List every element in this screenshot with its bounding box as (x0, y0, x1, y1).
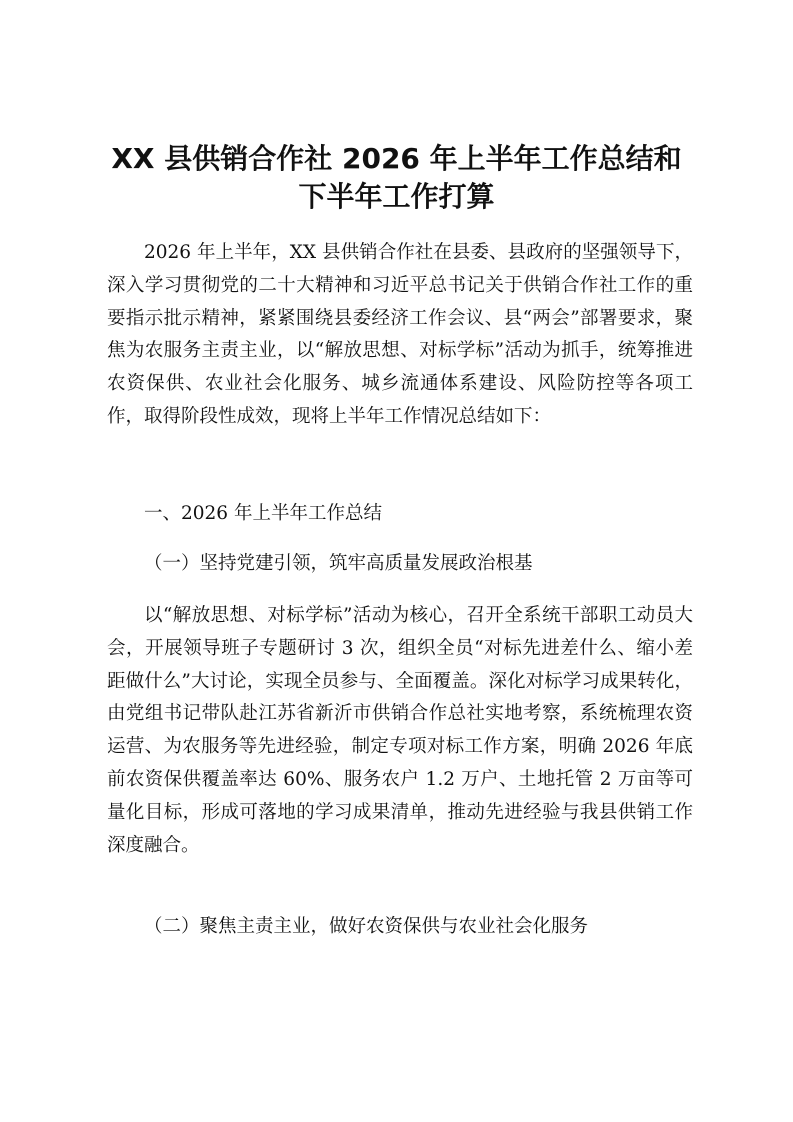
intro-paragraph: 2026 年上半年，XX 县供销合作社在县委、县政府的坚强领导下，深入学习贯彻党的二十大精神和习近平总书记关于供销合作社工作的重要指示批示精神，紧紧围绕县委经济工作会议、县“两会”部署要求，聚焦为农服务主责主业，以“解放思想、对标学标”活动为抓手，统筹推进农资保供、农业社会化服务、城乡流通体系建设、风险防控等各项工作，取得阶段性成效，现将上半年工作情况总结如下： (107, 242, 693, 427)
subsection-heading: （一）坚持党建引领，筑牢高质量发展政治根基 (144, 553, 533, 574)
document-title: XX 县供销合作社 2026 年上半年工作总结和下半年工作打算 (111, 142, 682, 213)
subsection-heading: （二）聚焦主责主业，做好农资保供与农业社会化服务 (144, 916, 589, 937)
section-heading: 一、2026 年上半年工作总结 (144, 503, 382, 524)
subsection-paragraph: 以“解放思想、对标学标”活动为核心，召开全系统干部职工动员大会，开展领导班子专题研讨 3 次，组织全员“对标先进差什么、缩小差距做什么”大讨论，实现全员参与、全面覆盖。深化对标学习成果转化，由党组书记带队赴江苏省新沂市供销合作总社实地考察，系统梳理农资运营、为农服务等先进经验，制定专项对标工作方案，明确 2026 年底前农资保供覆盖率达 60%、服务农户 1.2 万户、土地托管 2 万亩等可量化目标，形成可落地的学习成果清单，推动先进经验与我县供销工作深度融合。 (107, 605, 693, 856)
